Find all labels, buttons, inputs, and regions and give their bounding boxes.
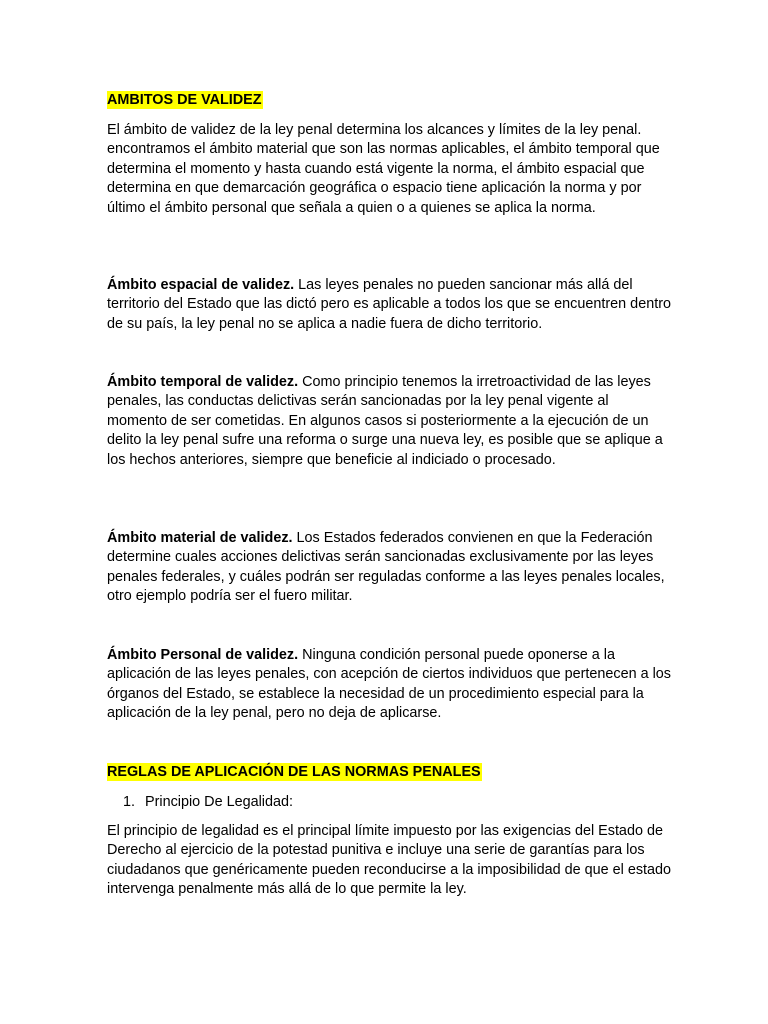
section-material-text bbox=[107, 529, 672, 607]
section-material-title: Ámbito material de validez. bbox=[107, 530, 293, 546]
section-espacial-text bbox=[107, 276, 672, 334]
list-item-label: Principio De Legalidad: bbox=[145, 794, 293, 810]
section-temporal bbox=[107, 373, 672, 470]
intro-text: El ámbito de validez de la ley penal determina los alcances y límites de la ley penal. encontramos el ámbito material que son las normas aplicables, el ámbito temporal que determina el momento y hasta cuando está vigente la norma, el ámbito espacial que determina en que demarcación geográfica o espacio tiene aplicación la norma y por último el ámbito personal que señala a quien o a quienes se aplica la norma. bbox=[107, 122, 660, 216]
section-personal-body: Ninguna condición personal puede oponerse a la aplicación de las leyes penales, con acepción de ciertos individuos que pertenecen a los órganos del Estado, se establece la necesidad de un procedimiento especial para la aplicación de la ley penal, pero no deja de aplicarse. bbox=[107, 647, 671, 722]
section-personal bbox=[107, 646, 672, 724]
list-item-number: 1. bbox=[122, 794, 135, 810]
section-espacial-title: Ámbito espacial de validez. bbox=[107, 277, 295, 293]
section-espacial-body: Las leyes penales no pueden sancionar más allá del territorio del Estado que las dictó pero es aplicable a todos los que se encuentren dentro de su país, la ley penal no se aplica a nadie fuera de dicho territorio. bbox=[107, 277, 671, 332]
heading2-highlight: REGLAS DE APLICACIÓN DE LAS NORMAS PENALES bbox=[107, 764, 481, 780]
final-paragraph-text: El principio de legalidad es el principal límite impuesto por las exigencias del Estado de Derecho al ejercicio de la potestad punitiva e incluye una serie de garantías para los ciudadanos que genéricamente pueden reconducirse a la imposibilidad de que el estado intervenga penalmente más allá de lo que permite la ley. bbox=[107, 823, 672, 898]
section-temporal-title: Ámbito temporal de validez. bbox=[107, 374, 299, 390]
heading-ambitos-de-validez bbox=[107, 91, 672, 110]
list-item bbox=[111, 793, 293, 812]
section-temporal-body: Como principio tenemos la irretroactividad de las leyes penales, las conductas delictivas serán sancionadas por la ley penal vigente al momento de ser cometidas. En algunos casos si posteriormente a la ejecución de un delito la ley penal sufre una reforma o surge una nueva ley, es posible que se aplique a los hechos anteriores, siempre que beneficie al indiciado o procesado. bbox=[107, 374, 663, 468]
heading-highlight: AMBITOS DE VALIDEZ bbox=[107, 92, 262, 108]
section-temporal-text bbox=[107, 373, 672, 470]
heading-reglas-de-aplicacion bbox=[107, 763, 672, 782]
intro-paragraph bbox=[107, 121, 672, 218]
section-espacial bbox=[107, 276, 672, 334]
section-material-body: Los Estados federados convienen en que la Federación determine cuales acciones delictivas serán sancionadas exclusivamente por las leyes penales federales, y cuáles podrán ser reguladas conforme a las leyes penales locales, otro ejemplo podría ser el fuero militar. bbox=[107, 530, 665, 605]
section-material bbox=[107, 529, 672, 607]
section-personal-text bbox=[107, 646, 672, 724]
section-personal-title: Ámbito Personal de validez. bbox=[107, 647, 299, 663]
final-paragraph bbox=[107, 822, 672, 900]
